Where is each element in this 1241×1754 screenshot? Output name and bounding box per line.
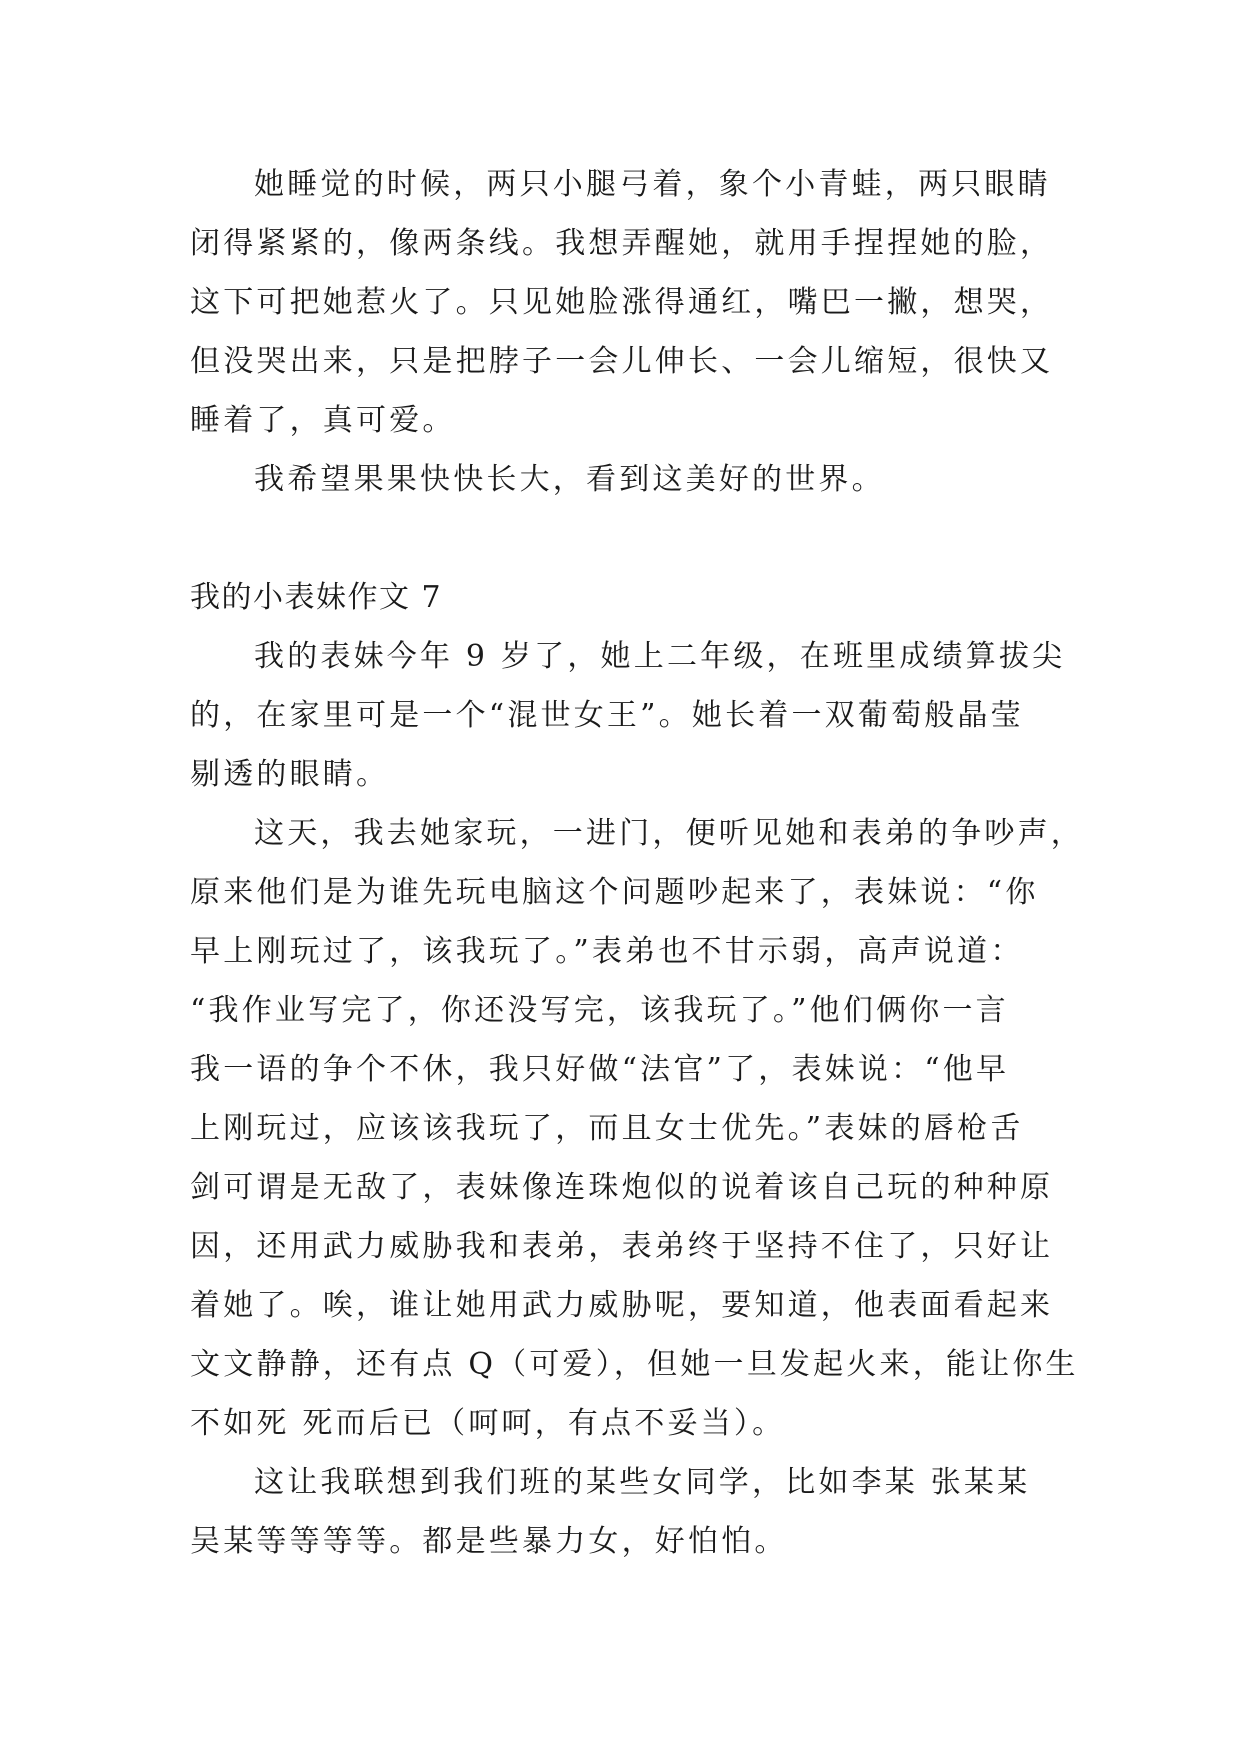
paragraph-line: 因，还用武力威胁我和表弟，表弟终于坚持不住了，只好让 [190,1229,1054,1264]
paragraph-line: 闭得紧紧的，像两条线。我想弄醒她，就用手捏捏她的脸， [190,226,1054,261]
paragraph-line: 不如死 死而后已（呵呵，有点不妥当）。 [190,1406,786,1441]
paragraph-line: 剔透的眼睛。 [190,757,390,792]
paragraph-line: 她睡觉的时候，两只小腿弓着，象个小青蛙，两只眼睛 [254,167,1051,202]
paragraph-line: 早上刚玩过了，该我玩了。”表弟也不甘示弱，高声说道： [190,934,1024,969]
paragraph-line: 这下可把她惹火了。只见她脸涨得通红，嘴巴一撇，想哭， [190,285,1054,320]
paragraph-line: 我希望果果快快长大，看到这美好的世界。 [254,462,885,497]
section-heading: 我的小表妹作文 7 [190,580,443,615]
paragraph-line: 剑可谓是无敌了，表妹像连珠炮似的说着该自己玩的种种原 [190,1170,1054,1205]
paragraph-line: 睡着了，真可爱。 [190,403,456,438]
paragraph-line: 这让我联想到我们班的某些女同学，比如李某 张某某 [254,1465,1031,1500]
paragraph-line: “我作业写完了，你还没写完，该我玩了。”他们俩你一言 [190,993,1009,1028]
paragraph-line: 这天，我去她家玩，一进门，便听见她和表弟的争吵声， [254,816,1084,851]
paragraph-line: 但没哭出来，只是把脖子一会儿伸长、一会儿缩短，很快又 [190,344,1054,379]
paragraph-line: 上刚玩过，应该该我玩了，而且女士优先。”表妹的唇枪舌 [190,1111,1024,1146]
paragraph-line: 我一语的争个不休，我只好做“法官”了，表妹说：“他早 [190,1052,1010,1087]
paragraph-line: 文文静静，还有点 Q（可爱），但她一旦发起火来，能让你生 [190,1347,1079,1382]
paragraph-line: 原来他们是为谁先玩电脑这个问题吵起来了，表妹说：“你 [190,875,1039,910]
paragraph-line: 的，在家里可是一个“混世女王”。她长着一双葡萄般晶莹 [190,698,1024,733]
paragraph-line: 着她了。唉，谁让她用武力威胁呢，要知道，他表面看起来 [190,1288,1054,1323]
paragraph-line: 我的表妹今年 9 岁了，她上二年级，在班里成绩算拔尖 [254,639,1066,674]
paragraph-line: 吴某等等等等。都是些暴力女，好怕怕。 [190,1524,788,1559]
